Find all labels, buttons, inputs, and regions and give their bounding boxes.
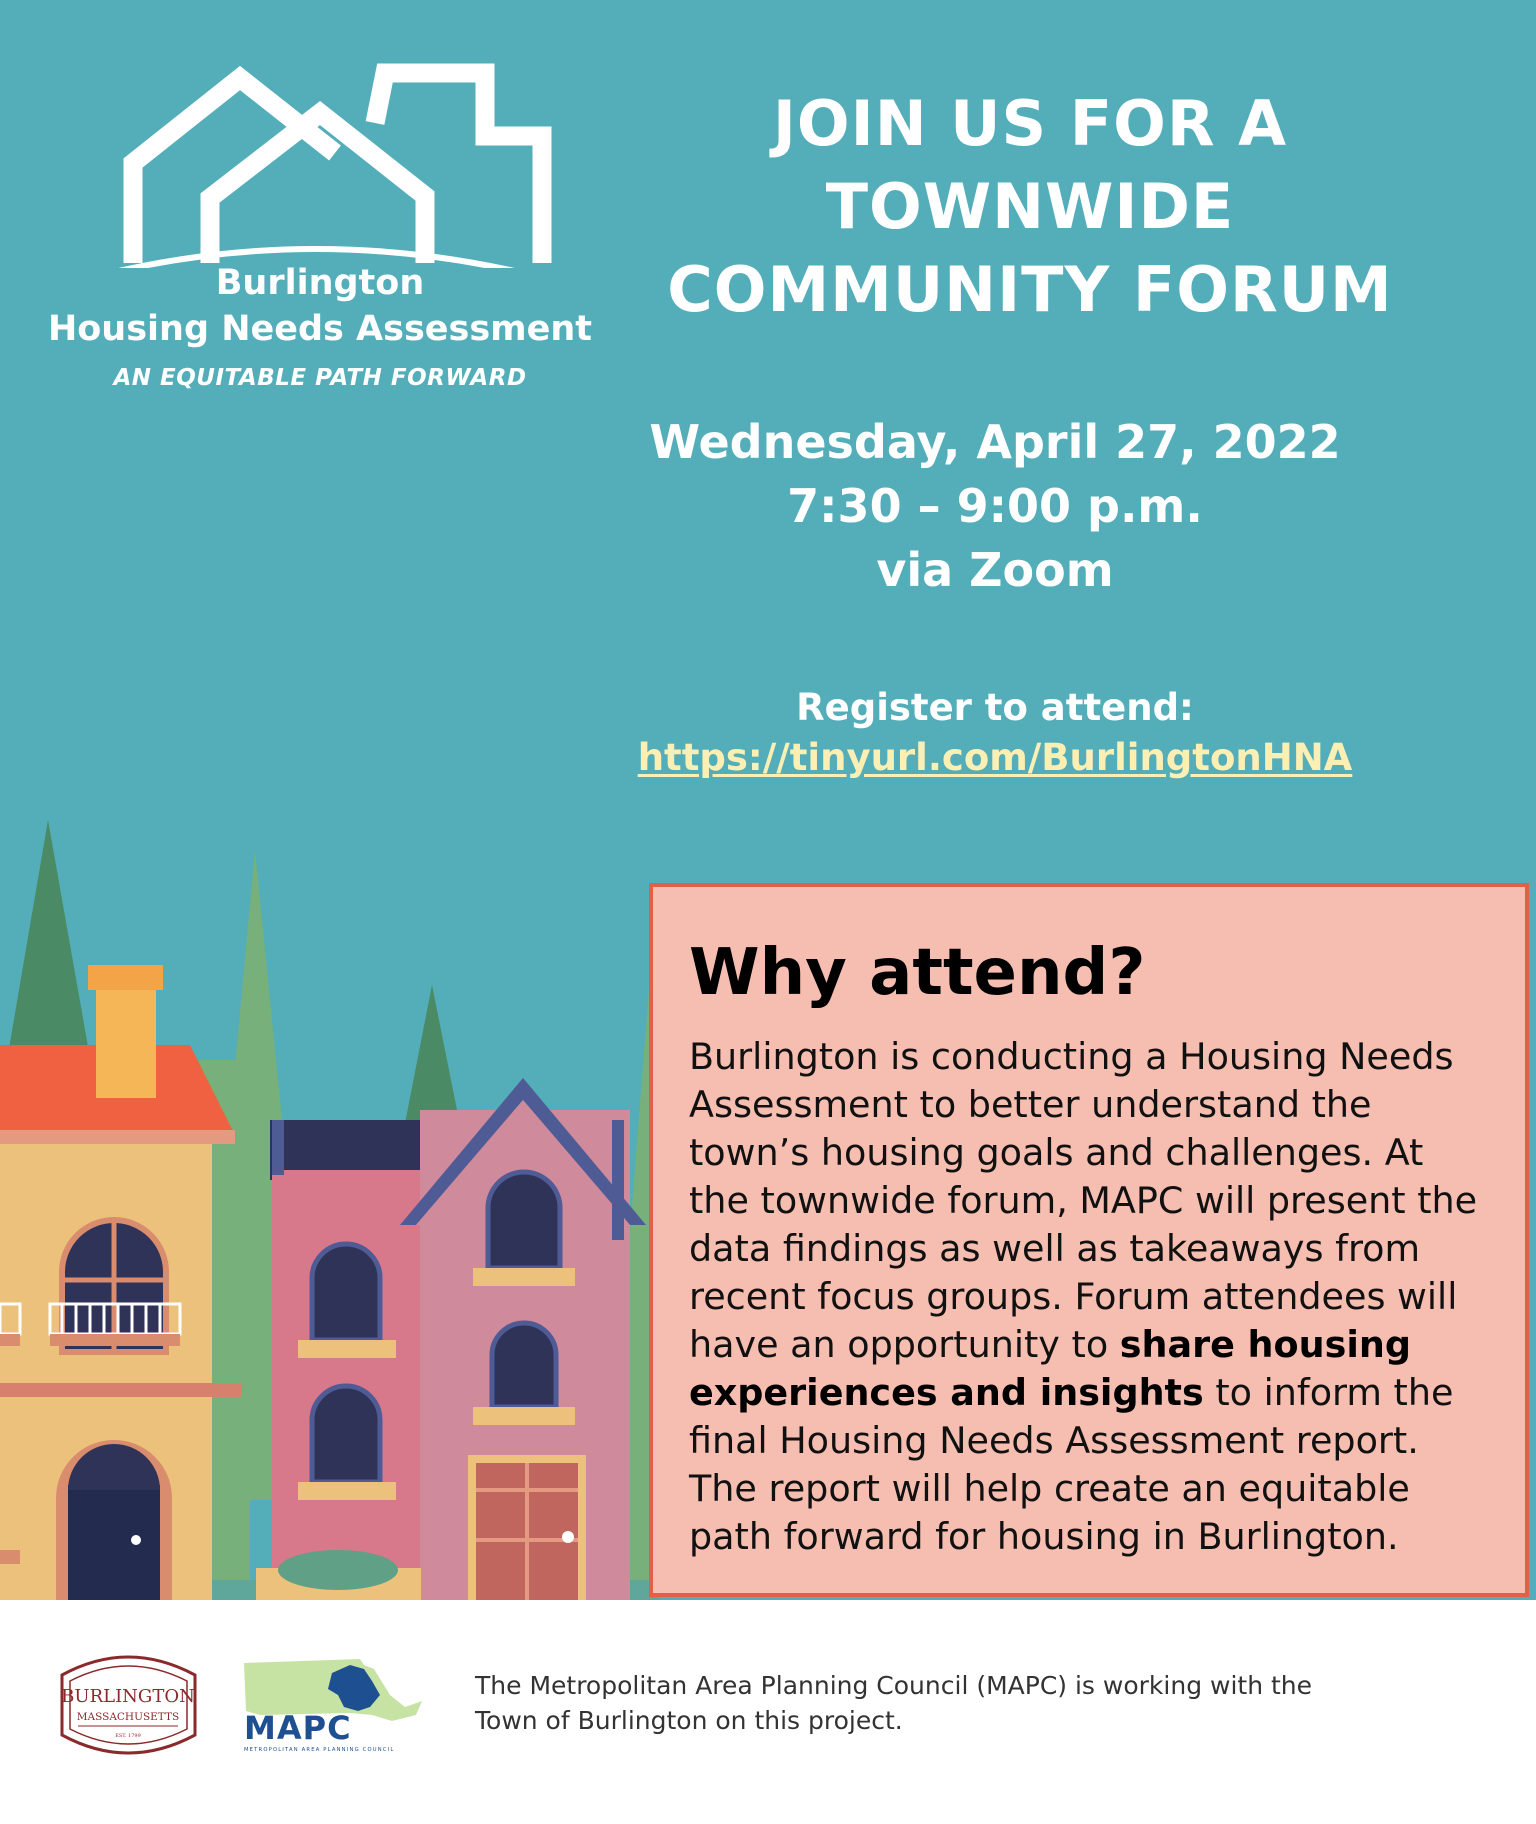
- headline-line-2: TOWNWIDE: [825, 170, 1235, 243]
- headline: [600, 82, 1460, 331]
- headline-line-1: JOIN US FOR A: [772, 87, 1288, 160]
- pink-house-icon: [256, 1078, 646, 1600]
- event-venue: via Zoom: [876, 543, 1114, 597]
- housing-assessment-logo: [45, 58, 605, 408]
- seal-text-burlington: BURLINGTON: [61, 1686, 195, 1707]
- event-time: 7:30 – 9:00 p.m.: [787, 479, 1203, 533]
- mapc-full-name: METROPOLITAN AREA PLANNING COUNCIL: [244, 1747, 395, 1753]
- logo-title-burlington: Burlington: [215, 263, 425, 303]
- mapc-abbrev: MAPC: [244, 1709, 352, 1747]
- logo-tagline: AN EQUITABLE PATH FORWARD: [113, 365, 527, 391]
- why-attend-box: [649, 883, 1529, 1597]
- why-attend-title: Why attend?: [689, 936, 1146, 1010]
- houses-outline-icon: [45, 58, 605, 268]
- event-date: Wednesday, April 27, 2022: [649, 415, 1341, 469]
- burlington-seal-logo: [56, 1645, 201, 1765]
- logo-title-assessment: Housing Needs Assessment: [47, 309, 593, 349]
- why-body-text-1: Burlington is conducting a Housing Needs Assessment to better understand the town’s housing goals and challenges. At the townwide forum, MAPC will present the data findings as well as takeaways from recent focus groups. Forum attendees will have an opportunity to: [689, 1035, 1478, 1366]
- event-details: [560, 410, 1430, 602]
- houses-illustration: [0, 800, 660, 1600]
- why-attend-body: [689, 1033, 1491, 1561]
- footer-note: [475, 1668, 1475, 1738]
- headline-line-3: COMMUNITY FORUM: [667, 253, 1393, 326]
- register-link[interactable]: https://tinyurl.com/BurlingtonHNA: [637, 736, 1353, 779]
- why-body-emphasis: share housing experiences and insights: [689, 1323, 1411, 1414]
- mapc-logo: [240, 1655, 425, 1755]
- register-label: Register to attend:: [796, 686, 1194, 729]
- why-body-text-2: to inform the final Housing Needs Assessment report. The report will help create an equitable path forward for housing in Burlington.: [689, 1371, 1454, 1558]
- register-block: [560, 683, 1430, 783]
- seal-text-massachusetts: MASSACHUSETTS: [76, 1711, 180, 1723]
- seal-est: EST. 1799: [115, 1733, 141, 1739]
- footer-note-line-2: Town of Burlington on this project.: [475, 1706, 903, 1735]
- footer-note-line-1: The Metropolitan Area Planning Council (MAPC) is working with the: [475, 1671, 1313, 1700]
